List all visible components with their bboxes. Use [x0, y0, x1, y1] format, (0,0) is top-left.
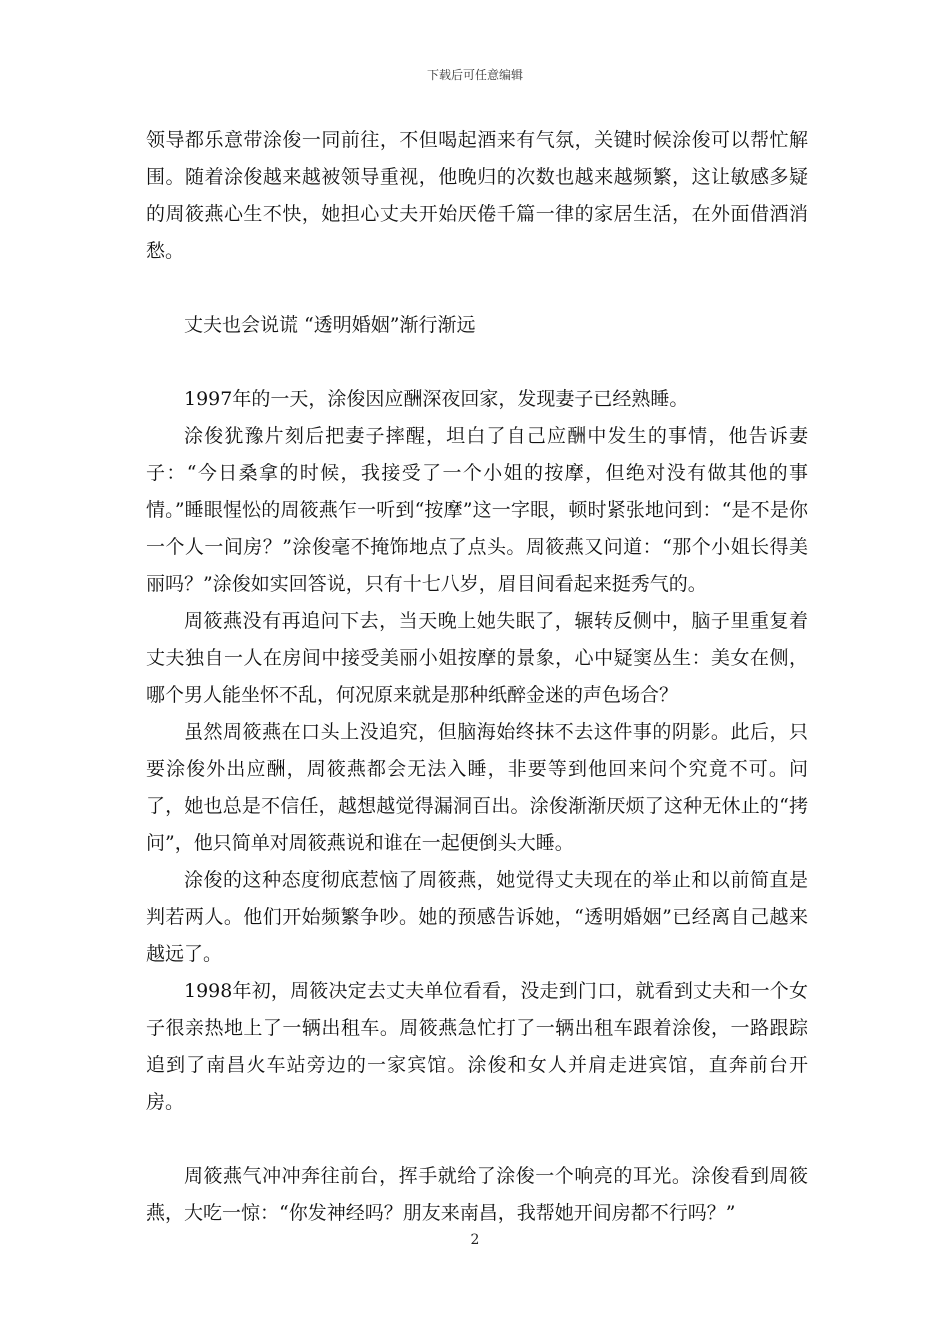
paragraph: 周筱燕气冲冲奔往前台，挥手就给了涂俊一个响亮的耳光。涂俊看到周筱燕，大吃一惊：“你发神经吗？朋友来南昌，我帮她开间房都不行吗？”: [146, 1165, 808, 1224]
paragraph-gap: [146, 1121, 808, 1158]
page-header: 下载后可任意编辑: [426, 68, 523, 82]
paragraph: 涂俊犹豫片刻后把妻子摔醒，坦白了自己应酬中发生的事情，他告诉妻子：“今日桑拿的时候，我接受了一个小姐的按摩，但绝对没有做其他的事情。”睡眼惺忪的周筱燕乍一听到“按摩”这一字眼，顿时紧张地问到：“是不是你一个人一间房？”涂俊毫不掩饰地点了点头。周筱燕又问道：“那个小姐长得美丽吗？”涂俊如实回答说，只有十七八岁，眉目间看起来挺秀气的。: [146, 425, 808, 595]
document-body: [146, 122, 808, 1232]
paragraph: 1998年初，周筱决定去丈夫单位看看，没走到门口，就看到丈夫和一个女子很亲热地上了一辆出租车。周筱燕急忙打了一辆出租车跟着涂俊，一路跟踪追到了南昌火车站旁边的一家宾馆。涂俊和女人并肩走进宾馆，直奔前台开房。: [146, 980, 808, 1113]
paragraph-gap: [146, 270, 808, 307]
paragraph: 领导都乐意带涂俊一同前往，不但喝起酒来有气氛，关键时候涂俊可以帮忙解围。随着涂俊越来越被领导重视，他晚归的次数也越来越频繁，这让敏感多疑的周筱燕心生不快，她担心丈夫开始厌倦千篇一律的家居生活，在外面借酒消愁。: [146, 129, 808, 262]
section-heading: 丈夫也会说谎 “透明婚姻”渐行渐远: [184, 314, 476, 336]
paragraph: 1997年的一天，涂俊因应酬深夜回家，发现妻子已经熟睡。: [184, 388, 689, 410]
paragraph: 涂俊的这种态度彻底惹恼了周筱燕，她觉得丈夫现在的举止和以前简直是判若两人。他们开始频繁争吵。她的预感告诉她，“透明婚姻”已经离自己越来越远了。: [146, 869, 808, 965]
page-number: 2: [470, 1232, 480, 1248]
paragraph: 周筱燕没有再追问下去，当天晚上她失眠了，辗转反侧中，脑子里重复着丈夫独自一人在房间中接受美丽小姐按摩的景象，心中疑窦丛生：美女在侧，哪个男人能坐怀不乱，何况原来就是那种纸醉金迷的声色场合？: [146, 610, 808, 706]
paragraph: 虽然周筱燕在口头上没追究，但脑海始终抹不去这件事的阴影。此后，只要涂俊外出应酬，周筱燕都会无法入睡，非要等到他回来问个究竟不可。问了，她也总是不信任，越想越觉得漏洞百出。涂俊渐渐厌烦了这种无休止的“拷问”，他只简单对周筱燕说和谁在一起便倒头大睡。: [146, 721, 808, 854]
paragraph-gap: [146, 344, 808, 381]
